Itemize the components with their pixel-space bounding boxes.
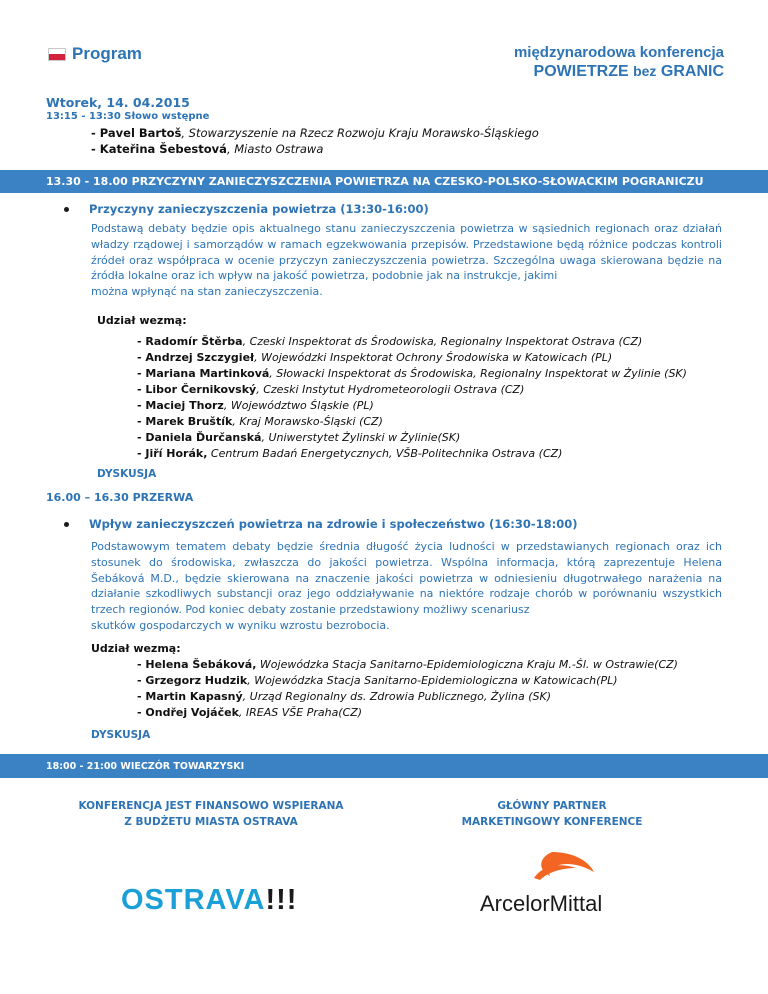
opening-speaker: - Kateřina Šebestová, Miasto Ostrawa — [91, 142, 324, 156]
participant-item: - Martin Kapasný, Urząd Regionalny ds. Zdrowia Publicznego, Żylina (SK) — [137, 690, 552, 703]
participant-item: - Helena Šebáková, Wojewódzka Stacja Sanitarno-Epidemiologiczna Kraju M.-Śl. w Ostrawie(CZ) — [137, 658, 678, 671]
arcelormittal-swoosh-icon-inner — [534, 865, 576, 880]
participant-item: - Jiří Horák, Centrum Badań Energetycznych, VŠB-Politechnika Ostrava (CZ) — [137, 447, 563, 460]
participant-item: - Grzegorz Hudzik, Wojewódzka Stacja Sanitarno-Epidemiologiczna w Katowicach(PL) — [137, 674, 618, 687]
topic-health-title: Wpływ zanieczyszczeń powietrza na zdrowie i społeczeństwo (16:30-18:00) — [89, 517, 578, 531]
program-heading — [48, 44, 142, 64]
participant-item: - Andrzej Szczygieł, Wojewódzki Inspektorat Ochrony Środowiska w Katowicach (PL) — [137, 351, 613, 364]
page-header — [48, 42, 724, 86]
sponsor-city-text: KONFERENCJA JEST FINANSOWO WSPIERANA Z BUDŻETU MIASTA OSTRAVA — [78, 800, 344, 828]
discussion-label: DYSKUSJA — [97, 468, 157, 480]
bullet-icon — [64, 207, 69, 212]
participant-item: - Maciej Thorz, Województwo Śląskie (PL) — [137, 399, 374, 412]
conference-name: POWIETRZE bez GRANIC — [533, 63, 724, 80]
conference-subtitle: międzynarodowa konferencja — [513, 44, 724, 61]
participants-label: Udział wezmą: — [97, 314, 187, 327]
participants-list-health — [137, 657, 678, 721]
topic-causes-heading — [64, 202, 429, 216]
participant-item: - Libor Černikovský, Czeski Instytut Hydrometeorologii Ostrava (CZ) — [137, 383, 525, 396]
section-band-evening: 18:00 - 21:00 WIECZÓR TOWARZYSKI — [0, 754, 768, 778]
bullet-icon — [64, 522, 69, 527]
opening-speakers — [91, 125, 539, 157]
participant-item: - Radomír Štěrba, Czeski Inspektorat ds Środowiska, Regionalny Inspektorat Ostrava (CZ) — [137, 335, 643, 348]
ostrava-logo: OSTRAVA!!! — [121, 884, 298, 916]
topic-health-description: Podstawowym tematem debaty będzie średnia długość życia ludności w przedstawianych regionach oraz ich stosunek do środowiska, zwłaszcza do jakości powietrza. Wspólna informacja, którą zaprezentuje Helena Šebáková M.D., będzie skierowana na znaczenie jakości powietrza w odniesieniu długotrwałego narażenia na działanie szkodliwych substancji oraz jego oddziaływanie na niektóre rodzaje chorób w porównaniu wszystkich trzech regionów. Pod koniec debaty zostanie przedstawiony możliwy scenariusz skutków gospodarczych w wyniku wzrostu bezrobocia. — [91, 540, 722, 632]
opening-speaker: - Pavel Bartoš, Stowarzyszenie na Rzecz Rozwoju Kraju Morawsko-Śląskiego — [91, 126, 539, 140]
arcelormittal-logo — [476, 848, 626, 918]
participant-item: - Daniela Ďurčanská, Uniwerstytet Żylinski w Żylinie(SK) — [137, 431, 461, 444]
participants-label: Udział wezmą: — [91, 642, 181, 655]
conference-title — [514, 44, 724, 81]
participants-list-causes — [137, 334, 687, 462]
topic-causes-description: Podstawą debaty będzie opis aktualnego stanu zanieczyszczenia powietrza w sąsiednich regionach oraz działań władzy rządowej i samorządów w ramach egzekwowania przepisów. Przedstawione będą różnice podczas kontroli źródeł oraz współpraca w ocenie przyczyn zanieczyszczenia powietrza. Szczególna uwaga skierowana będzie na źródła lokalne oraz ich wpływ na jakość powietrza, podobnie jak na instrukcje, jakimi można wpłynąć na stan zanieczyszczenia. — [91, 222, 722, 299]
program-title: Program — [72, 44, 142, 63]
sponsor-partner-text: GŁÓWNY PARTNER MARKETINGOWY KONFERENCE — [461, 800, 643, 828]
topic-causes-title: Przyczyny zanieczyszczenia powietrza (13:30-16:00) — [89, 202, 429, 216]
event-date: Wtorek, 14. 04.2015 — [46, 95, 190, 110]
participant-item: - Ondřej Vojáček, IREAS VŠE Praha(CZ) — [137, 706, 363, 719]
participant-item: - Marek Bruštík, Kraj Morawsko-Śląski (CZ) — [137, 415, 383, 428]
section-band-causes: 13.30 - 18.00 PRZYCZYNY ZANIECZYSZCZENIA POWIETRZA NA CZESKO-POLSKO-SŁOWACKIM POGRANICZU — [0, 170, 768, 193]
discussion-label: DYSKUSJA — [91, 729, 151, 741]
participant-item: - Mariana Martinková, Słowacki Inspektorat ds Środowiska, Regionalny Inspektorat w Żylinie (SK) — [137, 367, 687, 380]
topic-health-heading — [64, 517, 578, 531]
opening-time: 13:15 - 13:30 Słowo wstępne — [46, 111, 210, 122]
break-label: 16.00 – 16.30 PRZERWA — [46, 491, 194, 504]
polish-flag-icon — [48, 48, 66, 61]
arcelormittal-wordmark: ArcelorMittal — [480, 891, 603, 916]
